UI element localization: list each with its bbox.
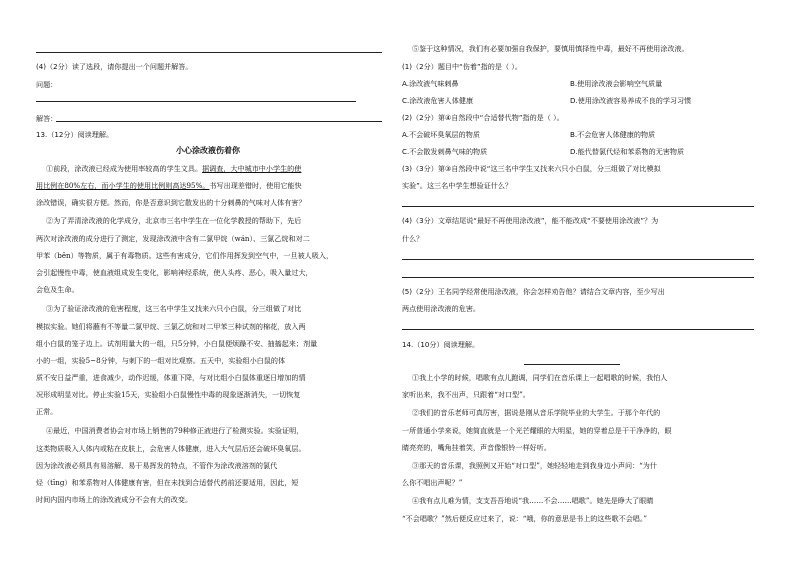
paragraph-line: ①前段，涂改液已经成为使用率较高的学生文具。据调查，大中城市中小学生的使: [46, 164, 302, 173]
paragraph-line: 么你不唱出声呢？”: [402, 478, 463, 487]
answer-line: [402, 259, 754, 260]
q2-option-a: A.不会破坏臭氧层的物质: [402, 130, 480, 139]
article-title: 小心涂改液伤着你: [176, 146, 240, 155]
paragraph-line: 甲苯（běn）等物质，属于有毒物质。这些有害成分，它们作用挥发到空气中，一旦被人吸入，: [36, 251, 334, 260]
q5-text: (5)（2分）王名同学经常使用涂改液，你会怎样劝告他？请结合文章内容，至少写出: [402, 287, 665, 296]
paragraph-line: ⑤鉴于这种情况，我们有必要加强自我保护，要慎用慎择性中毒，最好不再使用涂改液。: [412, 44, 689, 53]
q5-text: 两点使用涂改液的危害。: [402, 304, 481, 313]
paragraph-line: ③那天的音乐课，我照例又开始“对口型”，她轻轻地走到我身边小声问：“为什: [412, 461, 657, 470]
q1-text: (1)（2分）题目中“伤着”指的是（ ）。: [402, 62, 522, 71]
paragraph-line: 家听出来，我不出声，只跟着“对口型”。: [402, 390, 530, 399]
q1-option-b: B.使用涂改液会影响空气质量: [570, 79, 663, 88]
q2-option-c: C.不会散发刺鼻气味的物质: [402, 147, 488, 156]
question-label: 问题：: [36, 80, 58, 89]
paragraph-line: 会危及生命。: [36, 285, 79, 294]
paragraph-line: 质不安日益严重，进食减少，动作迟缓，体重下降，与对比组小白鼠体重逐日增加的情: [36, 373, 306, 382]
paragraph-line: 因为涂改液必须具有易溶解、易干易挥发的特点，不管作为涂改液溶剂的氯代: [36, 461, 278, 470]
answer-line: [36, 52, 382, 53]
q2-text: (2)（2分）第④自然段中“合适替代物”指的是（ ）。: [402, 113, 564, 122]
paragraph-line: 这类物质吸入人体内或粘在皮肤上，会危害人体健康，进入大气层后还会破坏臭氧层。: [36, 444, 306, 453]
paragraph-line: 睛亮亮的，嘴角挂着笑，声音像银铃一样好听。: [402, 443, 551, 452]
title-blank-line: [524, 364, 620, 365]
paragraph-line: 小的一组，实验5~8分钟，与刺下的一组对比观察。五天中，实验组小白鼠的体: [36, 356, 286, 365]
left-column: [36, 0, 386, 562]
paragraph-line: 两次对涂改液的成分进行了测定，发现涂改液中含有二氯甲烷（wán）、三氯乙烷和对二: [36, 234, 310, 243]
q4-text: (4)（2分）读了选段，请你提出一个问题并解答。: [36, 62, 193, 71]
right-column: [402, 0, 760, 562]
answer-line: [402, 206, 754, 207]
q1-option-a: A.涂改液气味刺鼻: [402, 79, 459, 88]
paragraph-line: 涂改错误，确实很方便。然而，你是否意识到它散发出的十分刺鼻的气味对人体有害？: [36, 198, 306, 207]
q1-option-d: D.使用涂改液容易养成不良的学习习惯: [570, 96, 692, 105]
q2-option-b: B.不会危害人体健康的物质: [570, 130, 656, 139]
paragraph-line: 用比例在80%左右，而小学生的使用比例则高达95%。书写出现差错时，使用它能快: [36, 181, 302, 190]
q14-heading: 14.（10分）阅读理解。: [402, 340, 480, 349]
q3-text: (3)（3分）第③自然段中说“这三名中学生又找来六只小白鼠，分三组做了对比模拟: [402, 164, 661, 173]
q1-option-c: C.涂改液危害人体健康: [402, 96, 474, 105]
paragraph-line: 模拟实验。她们将蘸有不等量二氯甲烷、三氯乙烷和对二甲苯三种试剂的棉花，放入两: [36, 322, 306, 331]
paragraph-line: 正常。: [36, 407, 58, 416]
answer-line: [402, 329, 754, 330]
paragraph-line: 况形成明显对比。停止实验15天，实验组小白鼠慢性中毒的现象逐渐消失，一切恢复: [36, 390, 301, 399]
answer-label: 解答：: [36, 114, 58, 123]
q2-option-d: D.能代替氯代烃和苯系物的无害物质: [570, 147, 685, 156]
q4-text: (4)（3分）文章结尾说“最好不再使用涂改液”，能不能改成“不要使用涂改液”？为: [402, 216, 659, 225]
answer-line: [402, 277, 754, 278]
paragraph-line: 会引起慢性中毒，使血液组成发生变化，影响神经系统，使人头疼、恶心，吸入量过大，: [36, 268, 313, 277]
q13-heading: 13.（12分）阅读理解。: [36, 130, 114, 139]
q3-text: 实验”。这三名中学生想验证什么？: [402, 181, 513, 190]
paragraph-line: 时间内国内市场上的涂改液成分不会有大的改变。: [36, 495, 193, 504]
paragraph-line: ④我有点儿难为情，支支吾吾地说“我……不会……唱歌”。她先是睁大了眼睛: [412, 496, 654, 505]
paragraph-line: “不会唱歌？”然后便反应过来了，说：“哦，你的意思是书上的这些歌不会唱。”: [402, 514, 648, 523]
paragraph-line: 烃（tīng）和苯系物对人体健康有害，但在未找到合适替代药前还要适用，因此，短: [36, 478, 299, 487]
paragraph-line: ③为了验证涂改液的危害程度，这三名中学生又找来六只小白鼠，分三组做了对比: [46, 304, 302, 313]
answer-line: [36, 101, 356, 102]
q4-text: 什么？: [402, 234, 424, 243]
paragraph-line: ②我们的音乐老师可真厉害，据说是刚从音乐学院毕业的大学生。于那个年代的: [412, 408, 661, 417]
paragraph-line: ①我上小学的时候，唱歌有点儿跑调，同学们在音乐课上一起唱歌的时候，我怕人: [412, 373, 668, 382]
paragraph-line: 组小白鼠的笼子边上。试剂用量大的一组，只5分钟，小白鼠便烦躁不安、抽搐起来；剂量: [36, 339, 318, 348]
paragraph-line: ④最近，中国消费者协会对市场上销售的79种修正液进行了检测实验。实验证明，: [46, 426, 304, 435]
paragraph-line: ②为了弄清涂改液的化学成分，北京市三名中学生在一位化学教授的帮助下，先后: [46, 216, 302, 225]
answer-line: [56, 121, 382, 122]
paragraph-line: 一所普通小学来说，她简直就是一个光芒耀眼的大明星，她的穿着总是干干净净的，眼: [402, 426, 672, 435]
